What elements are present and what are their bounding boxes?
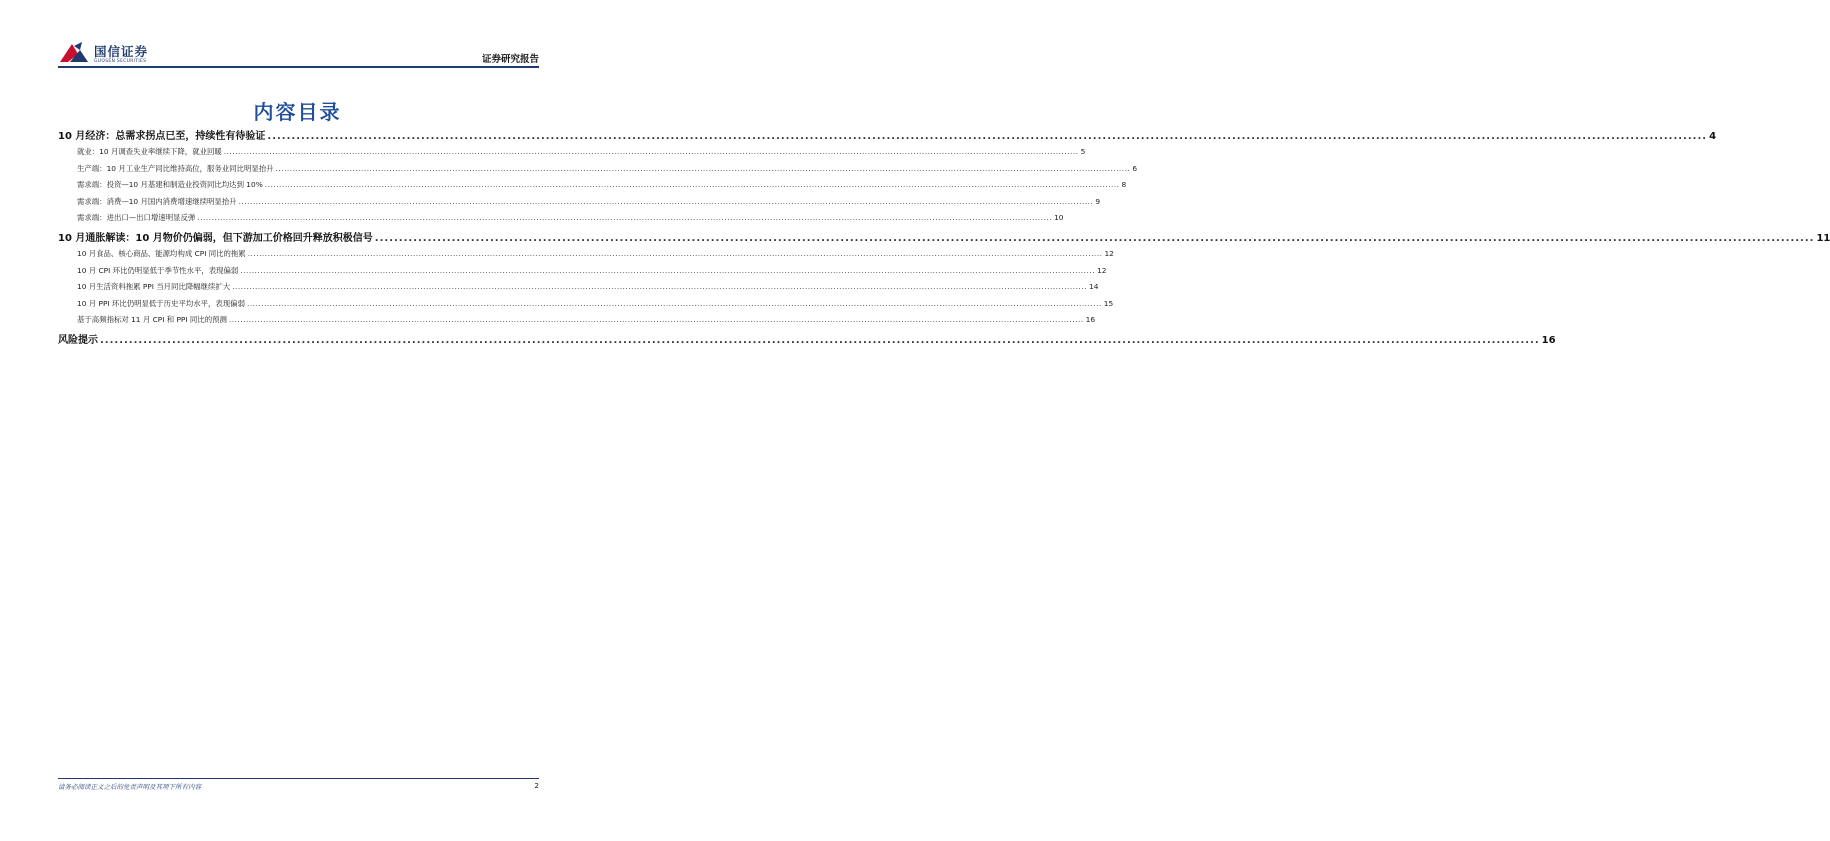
toc-entry-page: 12 [1097,265,1107,275]
toc-entry-level1[interactable] [58,127,1717,146]
page-number: 2 [534,782,539,790]
toc-entry-page: 14 [1089,282,1099,292]
report-type-label: 证券研究报告 [481,54,539,65]
footer-divider [58,778,539,779]
toc-leader-dots: ............................................................................................................................................................................................................................................................................................................ [275,163,1131,173]
toc-leader-dots: ............................................................................................................................................................................................................................................................................................................ [100,334,1540,346]
logo-chinese-name: 国信证券 [94,44,149,59]
toc-entry-level2[interactable] [58,265,1107,282]
toc-entry-page: 16 [1541,334,1556,346]
toc-entry-level2[interactable] [58,212,1064,229]
toc-entry-title: 需求端：进出口—出口增速明显反弹 [77,213,196,223]
company-logo [58,38,178,68]
toc-entry-level2[interactable] [58,281,1099,298]
header-divider [58,66,539,68]
toc-leader-dots: ............................................................................................................................................................................................................................................................................................................ [197,213,1053,223]
toc-entry-level2[interactable] [58,196,1101,213]
toc-leader-dots: ............................................................................................................................................................................................................................................................................................................ [228,315,1084,325]
footer-disclaimer: 请务必阅读正文之后的免责声明及其项下所有内容 [58,783,201,791]
toc-entry-level1[interactable] [58,229,1830,248]
toc-entry-title: 需求端：消费—10 月国内消费增速继续明显抬升 [77,196,237,206]
toc-entry-title: 10 月通胀解读：10 月物价仍偏弱，但下游加工价格回升释放积极信号 [58,232,373,244]
toc-entry-title: 就业：10 月调查失业率继续下降，就业回暖 [77,147,222,156]
toc-leader-dots: ............................................................................................................................................................................................................................................................................................................ [238,196,1094,206]
toc-entry-title: 10 月生活资料拖累 PPI 当月同比降幅继续扩大 [77,282,231,292]
toc-entry-page: 12 [1104,248,1114,258]
toc-entry-title: 风险提示 [58,334,98,346]
toc-leader-dots: ............................................................................................................................................................................................................................................................................................................ [267,131,1708,142]
toc-title: 内容目录 [253,100,342,124]
toc-entry-page: 15 [1103,298,1114,308]
toc-entry-level2[interactable] [58,248,1114,265]
toc-entry-title: 10 月 PPI 环比仍明显低于历史平均水平，表现偏弱 [77,298,245,308]
toc-entry-title: 10 月食品、核心商品、能源均构成 CPI 同比的拖累 [77,248,246,258]
toc-entry-level2[interactable] [58,146,1086,163]
logo-english-name: GUOSEN SECURITIES [94,59,147,64]
toc-entry-level2[interactable] [58,314,1096,331]
toc-leader-dots: ............................................................................................................................................................................................................................................................................................................ [232,282,1087,292]
toc-entry-level1[interactable] [58,331,1556,350]
toc-leader-dots: ............................................................................................................................................................................................................................................................................................................ [247,248,1103,258]
toc-leader-dots: ............................................................................................................................................................................................................................................................................................................ [246,298,1102,308]
toc-entry-title: 生产端：10 月工业生产同比维持高位，服务业同比明显抬升 [77,163,274,173]
toc-entry-title: 10 月 CPI 环比仍明显低于季节性水平，表现偏弱 [77,265,239,275]
toc-leader-dots: ............................................................................................................................................................................................................................................................................................................ [264,180,1120,190]
logo-mark-icon [58,40,90,64]
toc-entry-page: 5 [1080,147,1086,156]
toc-entry-page: 4 [1709,131,1717,142]
toc-entry-page: 9 [1095,196,1101,206]
toc-entry-level2[interactable] [58,298,1114,315]
table-of-contents [58,127,1830,350]
toc-entry-page: 8 [1121,180,1127,190]
toc-leader-dots: ............................................................................................................................................................................................................................................................................................................ [240,265,1096,275]
toc-entry-page: 10 [1054,213,1064,223]
toc-entry-title: 10 月经济：总需求拐点已至，持续性有待验证 [58,131,266,142]
toc-entry-page: 6 [1132,163,1138,173]
toc-entry-page: 11 [1816,232,1830,244]
toc-entry-title: 需求端：投资—10 月基建和制造业投资同比均达到 10% [77,180,263,190]
toc-leader-dots: ............................................................................................................................................................................................................................................................................................................ [374,232,1815,244]
toc-leader-dots: ............................................................................................................................................................................................................................................................................................................ [223,147,1079,156]
toc-entry-page: 16 [1085,315,1096,325]
toc-entry-title: 基于高频指标对 11 月 CPI 和 PPI 同比的预测 [77,315,227,325]
toc-entry-level2[interactable] [58,163,1138,180]
toc-entry-level2[interactable] [58,179,1127,196]
